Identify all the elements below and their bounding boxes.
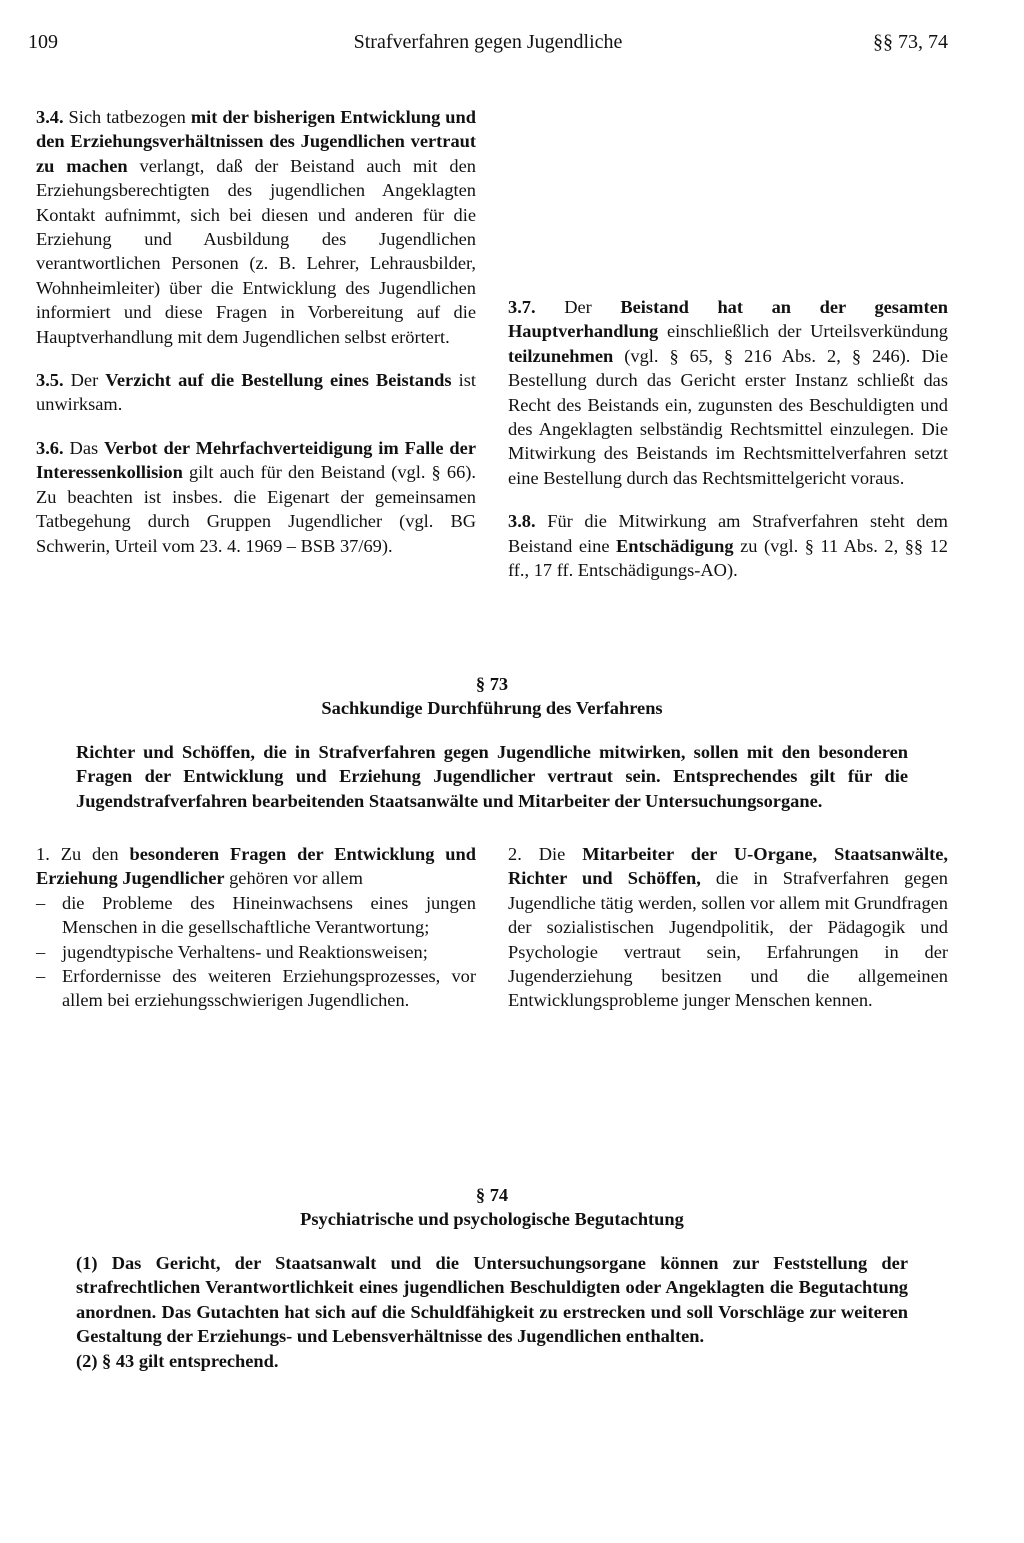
running-header bbox=[28, 30, 948, 60]
note-text: Das bbox=[63, 437, 105, 458]
note-number: 3.7. bbox=[508, 297, 536, 317]
note-number: 3.6. bbox=[36, 437, 64, 458]
note-3-8 bbox=[508, 509, 948, 582]
list-item: – die Probleme des Hineinwachsens eines jungen Menschen in die gesellschaftliche Verantwortung; bbox=[36, 891, 476, 940]
note-text: 2. Die bbox=[508, 844, 583, 864]
note-text: die in Strafverfahren gegen Jugendliche tätig werden, sollen vor allem mit Grundfragen der sozialistischen Jugendpolitik, der Pädagogik und Psychologie vertraut sein, Erfahrungen in der Jugenderziehung besitzen und die allgemeinen Entwicklungsprobleme junger Menschen kennen. bbox=[508, 868, 948, 1011]
note-emphasis: besonderen Fragen der Entwicklung und Erziehung Jugendlicher bbox=[36, 844, 476, 889]
note-3-4 bbox=[36, 105, 476, 349]
note-text: (vgl. § 65, § 216 Abs. 2, § 246). Die Bestellung durch das Gericht erster Instanz schließt das Recht des Beistands ein, zugunsten des Beschuldigten und des Angeklagten selbständig Rechtsmittel einzulegen. Die Mitwirkung des Beistands im Rechtsmittelverfahren setzt eine Bestellung durch das Rechtsmittelgericht voraus. bbox=[508, 345, 948, 488]
law-paragraph-2: (2) § 43 gilt entsprechend. bbox=[76, 1350, 279, 1371]
list-item: – Erfordernisse des weiteren Erziehungsprozesses, vor allem bei erziehungsschwierigen Jugendlichen. bbox=[36, 964, 476, 1013]
note-emphasis: Mitarbeiter der U-Organe, Staatsanwälte, Richter und Schöffen, bbox=[508, 844, 948, 889]
section-reference: §§ 73, 74 bbox=[873, 31, 948, 53]
section-74 bbox=[36, 1183, 948, 1373]
s73-note-2 bbox=[508, 842, 948, 1013]
note-text: einschließlich der Urteilsverkündung bbox=[658, 321, 948, 342]
note-text: ist unwirksam. bbox=[36, 370, 477, 415]
note-3-7 bbox=[508, 295, 948, 490]
list-item: – jugendtypische Verhaltens- und Reaktionsweisen; bbox=[36, 940, 476, 964]
note-3-6 bbox=[36, 436, 476, 558]
note-emphasis: mit der bisherigen Entwicklung und den Erziehungsverhältnissen des Jugendlichen vertraut zu machen bbox=[36, 107, 476, 176]
note-emphasis: teilzunehmen bbox=[508, 345, 614, 366]
section-73 bbox=[36, 672, 948, 813]
s73-note-1-list bbox=[36, 891, 476, 1013]
note-emphasis: Verzicht auf die Bestellung eines Beistands bbox=[105, 370, 452, 391]
note-text: gilt auch für den Beistand (vgl. § 66). Zu beachten ist insbes. die Eigenart der gemeinsamen Tatbegehung durch Gruppen Jugendlicher (vgl. BG Schwerin, Urteil vom 23. 4. 1969 – BSB 37/69). bbox=[36, 462, 476, 556]
note-3-5 bbox=[36, 368, 476, 417]
law-text: Richter und Schöffen, die in Strafverfahren gegen Jugendliche mitwirken, sollen mit den besonderen Fragen der Entwicklung und Erziehung Jugendlicher vertraut sein. Entsprechendes gilt für die Jugendstrafverfahren bearbeitenden Staatsanwälte und Mitarbeiter der Untersuchungsorgane. bbox=[76, 742, 908, 811]
commentary-right-column bbox=[508, 295, 948, 601]
section-74-text bbox=[36, 1251, 948, 1373]
note-text: Für die Mitwirkung am Strafverfahren steht dem Beistand eine bbox=[508, 511, 948, 556]
section-73-title: Sachkundige Durchführung des Verfahrens bbox=[321, 698, 663, 718]
page-number: 109 bbox=[28, 31, 58, 53]
note-text: verlangt, daß der Beistand auch mit den Erziehungsberechtigten des jugendlichen Angeklagten Kontakt aufnimmt, sich bei diesen und anderen für die Erziehung und Ausbildung des Jugendlichen verantwortlichen Personen (z. B. Lehrer, Lehrausbilder, Wohnheimleiter) über die Entwicklung des Jugendlichen informiert und diese Fragen in Vorbereitung auf die Hauptverhandlung mit dem Jugendlichen selbst erörtert. bbox=[36, 155, 476, 347]
note-text: zu (vgl. § 11 Abs. 2, §§ 12 ff., 17 ff. Entschädigungs-AO). bbox=[508, 535, 948, 581]
note-text: Sich tatbezogen bbox=[63, 107, 191, 127]
section-73-number: § 73 bbox=[475, 674, 509, 694]
note-emphasis: Entschädigung bbox=[616, 535, 734, 556]
note-text: gehören vor allem bbox=[224, 868, 363, 889]
note-number: 3.5. bbox=[36, 370, 64, 391]
commentary-left-column bbox=[36, 105, 476, 577]
law-paragraph-1: (1) Das Gericht, der Staatsanwalt und die Untersuchungsorgane können zur Feststellung der strafrechtlichen Verantwortlichkeit eines jugendlichen Beschuldigten oder Angeklagten die Begutachtung anordnen. Das Gutachten hat sich auf die Schuldfähigkeit zu erstrecken und soll Vorschläge zur weiteren Gestaltung der Erziehungs- und Lebensverhältnisse des Jugendlichen enthalten. bbox=[76, 1253, 908, 1347]
section-74-title: Psychiatrische und psychologische Begutachtung bbox=[300, 1209, 684, 1229]
note-number: 3.8. bbox=[508, 511, 536, 532]
note-emphasis: Verbot der Mehrfachverteidigung im Falle der Interessenkollision bbox=[36, 437, 476, 483]
note-text: Der bbox=[63, 370, 106, 391]
s73-note-1 bbox=[36, 842, 476, 1013]
running-title: Strafverfahren gegen Jugendliche bbox=[353, 31, 623, 53]
note-emphasis: Beistand hat an der gesamten Hauptverhandlung bbox=[508, 297, 948, 342]
note-text: Der bbox=[535, 297, 621, 317]
note-text: 1. Zu den bbox=[36, 844, 130, 864]
section-74-number: § 74 bbox=[475, 1185, 509, 1205]
note-number: 3.4. bbox=[36, 107, 64, 127]
section-73-text bbox=[36, 740, 948, 813]
